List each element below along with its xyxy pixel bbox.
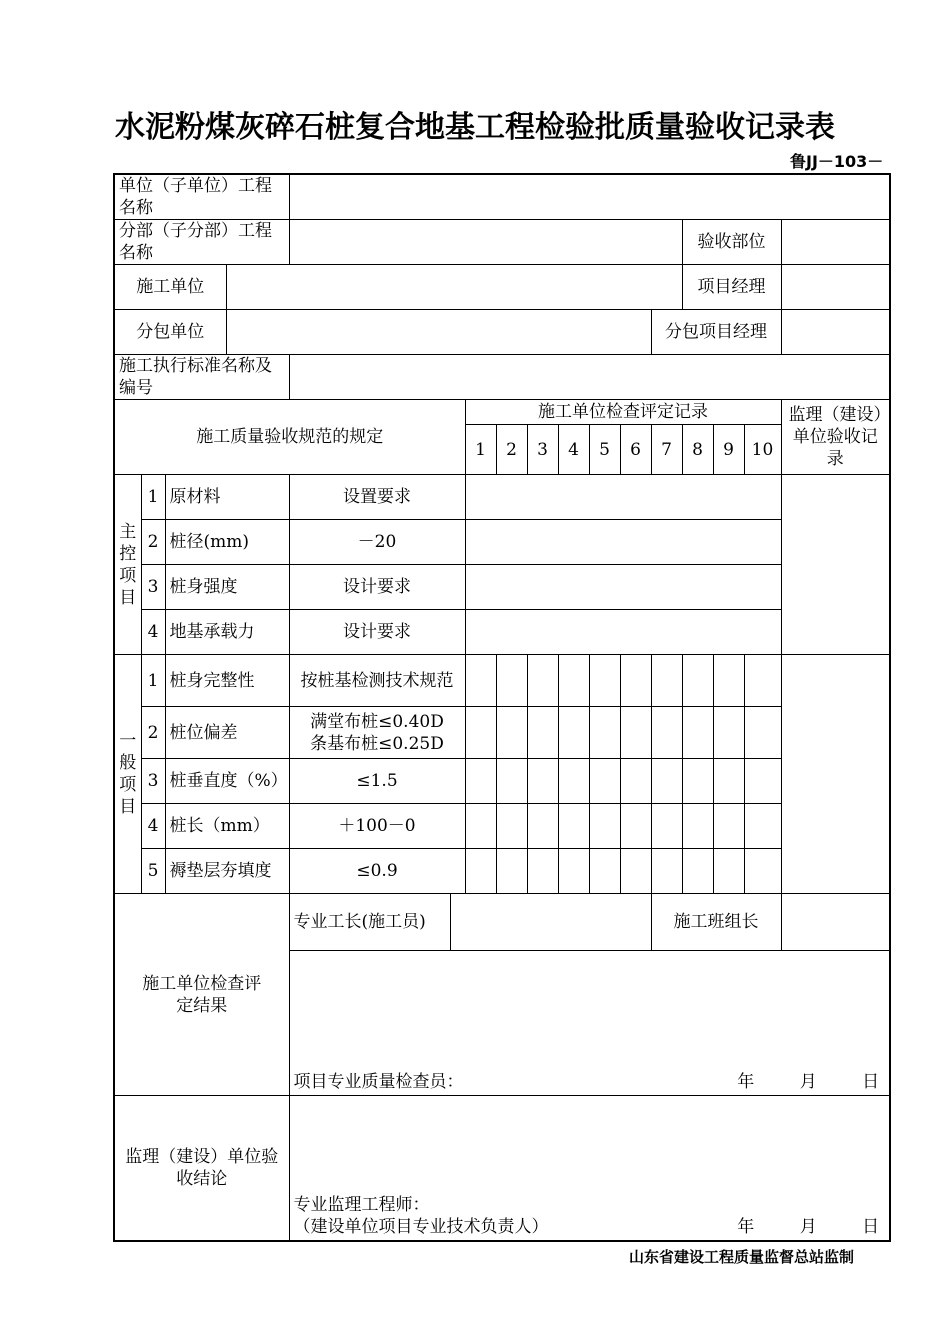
inspector-label: 项目专业质量检查员： — [293, 1072, 464, 1092]
column-number: 1 — [465, 425, 496, 475]
record-cell[interactable] — [496, 707, 527, 759]
record-cell[interactable] — [620, 849, 651, 894]
record-cell[interactable] — [713, 759, 744, 804]
conclusion-label — [114, 1096, 289, 1241]
item-spec: 满堂布桩≤0.40D 条基布桩≤0.25D — [289, 707, 465, 759]
record-cell[interactable] — [589, 759, 620, 804]
subcontract-manager-field[interactable] — [781, 310, 890, 355]
footer-issuer: 山东省建设工程质量监督总站监制 — [629, 1248, 855, 1266]
item-number: 2 — [141, 520, 165, 565]
item-name: 桩身完整性 — [165, 655, 289, 707]
record-cell[interactable] — [744, 707, 781, 759]
record-cell[interactable] — [589, 804, 620, 849]
record-cell[interactable] — [620, 759, 651, 804]
record-cell[interactable] — [527, 804, 558, 849]
group-label-text: 主控项目 — [119, 521, 137, 608]
result-label-text: 施工单位检查评定结果 — [142, 973, 262, 1016]
record-cell[interactable] — [651, 759, 682, 804]
item-number: 4 — [141, 610, 165, 655]
construction-unit-label: 施工单位 — [114, 265, 226, 310]
record-cell[interactable] — [682, 804, 713, 849]
item-spec: 设计要求 — [289, 565, 465, 610]
unit-project-field[interactable] — [289, 174, 890, 220]
record-cell[interactable] — [744, 804, 781, 849]
item-spec: 设置要求 — [289, 475, 465, 520]
record-cell[interactable] — [558, 655, 589, 707]
column-number: 9 — [713, 425, 744, 475]
item-name: 褥垫层夯填度 — [165, 849, 289, 894]
record-cell[interactable] — [465, 655, 496, 707]
item-number: 4 — [141, 804, 165, 849]
item-spec: 按桩基检测技术规范 — [289, 655, 465, 707]
record-cell[interactable] — [682, 655, 713, 707]
item-name: 桩垂直度（%） — [165, 759, 289, 804]
record-cell[interactable] — [558, 759, 589, 804]
supervision-header: 监理（建设）单位验收记录 — [781, 400, 890, 475]
check-record-header: 施工单位检查评定记录 — [465, 400, 781, 425]
record-cell[interactable] — [651, 849, 682, 894]
record-cell[interactable] — [620, 804, 651, 849]
record-cell[interactable] — [651, 655, 682, 707]
record-cell[interactable] — [558, 849, 589, 894]
record-cell[interactable] — [527, 707, 558, 759]
general-group-label — [114, 655, 141, 894]
item-name: 桩径(mm) — [165, 520, 289, 565]
column-number: 10 — [744, 425, 781, 475]
item-record[interactable] — [465, 520, 781, 565]
record-cell[interactable] — [713, 655, 744, 707]
record-cell[interactable] — [744, 759, 781, 804]
subcontract-manager-label: 分包项目经理 — [651, 310, 781, 355]
project-manager-field[interactable] — [781, 265, 890, 310]
item-spec: ＋100－0 — [289, 804, 465, 849]
foreman-label: 专业工长(施工员) — [289, 894, 450, 951]
item-spec: 设计要求 — [289, 610, 465, 655]
item-number: 3 — [141, 565, 165, 610]
item-spec: －20 — [289, 520, 465, 565]
record-cell[interactable] — [496, 655, 527, 707]
column-number: 8 — [682, 425, 713, 475]
column-number: 7 — [651, 425, 682, 475]
conclusion-label-text: 监理（建设）单位验收结论 — [125, 1146, 279, 1189]
item-record[interactable] — [465, 475, 781, 520]
record-cell[interactable] — [465, 707, 496, 759]
item-spec: ≤0.9 — [289, 849, 465, 894]
record-cell[interactable] — [651, 804, 682, 849]
record-cell[interactable] — [713, 849, 744, 894]
record-cell[interactable] — [651, 707, 682, 759]
standard-label: 施工执行标准名称及编号 — [114, 355, 289, 400]
record-cell[interactable] — [527, 759, 558, 804]
record-cell[interactable] — [465, 849, 496, 894]
sub-project-field[interactable] — [289, 220, 682, 265]
sub-project-label: 分部（子分部）工程名称 — [114, 220, 289, 265]
record-cell[interactable] — [620, 655, 651, 707]
item-name: 桩长（mm） — [165, 804, 289, 849]
record-cell[interactable] — [558, 804, 589, 849]
item-record[interactable] — [465, 565, 781, 610]
date-year: 年 — [737, 1216, 755, 1237]
spec-header: 施工质量验收规范的规定 — [114, 400, 465, 475]
team-leader-field[interactable] — [781, 894, 890, 951]
construction-unit-field[interactable] — [226, 265, 682, 310]
project-manager-label: 项目经理 — [682, 265, 781, 310]
date-month: 月 — [799, 1072, 817, 1092]
column-number: 2 — [496, 425, 527, 475]
column-number: 5 — [589, 425, 620, 475]
record-cell[interactable] — [465, 804, 496, 849]
item-number: 1 — [141, 475, 165, 520]
record-cell[interactable] — [682, 707, 713, 759]
subcontract-unit-field[interactable] — [226, 310, 651, 355]
record-cell[interactable] — [713, 804, 744, 849]
record-cell[interactable] — [558, 707, 589, 759]
date-day: 日 — [862, 1072, 880, 1092]
record-cell[interactable] — [527, 655, 558, 707]
record-cell[interactable] — [744, 849, 781, 894]
record-cell[interactable] — [496, 804, 527, 849]
column-number: 3 — [527, 425, 558, 475]
item-number: 2 — [141, 707, 165, 759]
form-code: 鲁JJ－103－ — [790, 152, 884, 171]
record-cell[interactable] — [620, 707, 651, 759]
item-name: 桩身强度 — [165, 565, 289, 610]
result-label — [114, 894, 289, 1096]
date-day: 日 — [862, 1216, 880, 1237]
date-year: 年 — [737, 1072, 755, 1092]
general-supervision[interactable] — [781, 655, 890, 894]
column-number: 4 — [558, 425, 589, 475]
unit-project-label: 单位（子单位）工程名称 — [114, 174, 289, 220]
record-cell[interactable] — [589, 655, 620, 707]
item-record[interactable] — [465, 610, 781, 655]
item-number: 1 — [141, 655, 165, 707]
record-cell[interactable] — [527, 849, 558, 894]
record-cell[interactable] — [713, 707, 744, 759]
main-control-group-label — [114, 475, 141, 655]
item-name: 原材料 — [165, 475, 289, 520]
record-cell[interactable] — [744, 655, 781, 707]
acceptance-part-field[interactable] — [781, 220, 890, 265]
page-title: 水泥粉煤灰碎石桩复合地基工程检验批质量验收记录表 — [115, 110, 835, 145]
standard-field[interactable] — [289, 355, 890, 400]
acceptance-part-label: 验收部位 — [682, 220, 781, 265]
item-number: 5 — [141, 849, 165, 894]
record-cell[interactable] — [682, 849, 713, 894]
main-control-supervision[interactable] — [781, 475, 890, 655]
item-name: 桩位偏差 — [165, 707, 289, 759]
item-number: 3 — [141, 759, 165, 804]
item-name: 地基承载力 — [165, 610, 289, 655]
group-label-text: 一般项目 — [119, 731, 137, 817]
inspection-form — [113, 173, 891, 1242]
owner-rep-label: （建设单位项目专业技术负责人） — [293, 1216, 549, 1237]
subcontract-unit-label: 分包单位 — [114, 310, 226, 355]
record-cell[interactable] — [682, 759, 713, 804]
record-cell[interactable] — [589, 707, 620, 759]
date-month: 月 — [799, 1216, 817, 1237]
conclusion-sign-area[interactable] — [289, 1096, 890, 1241]
record-cell[interactable] — [589, 849, 620, 894]
result-sign-area[interactable] — [289, 951, 890, 1096]
item-spec: ≤1.5 — [289, 759, 465, 804]
record-cell[interactable] — [496, 759, 527, 804]
record-cell[interactable] — [496, 849, 527, 894]
record-cell[interactable] — [465, 759, 496, 804]
foreman-field[interactable] — [450, 894, 651, 951]
column-number: 6 — [620, 425, 651, 475]
team-leader-label: 施工班组长 — [651, 894, 781, 951]
engineer-label: 专业监理工程师： — [293, 1194, 430, 1215]
